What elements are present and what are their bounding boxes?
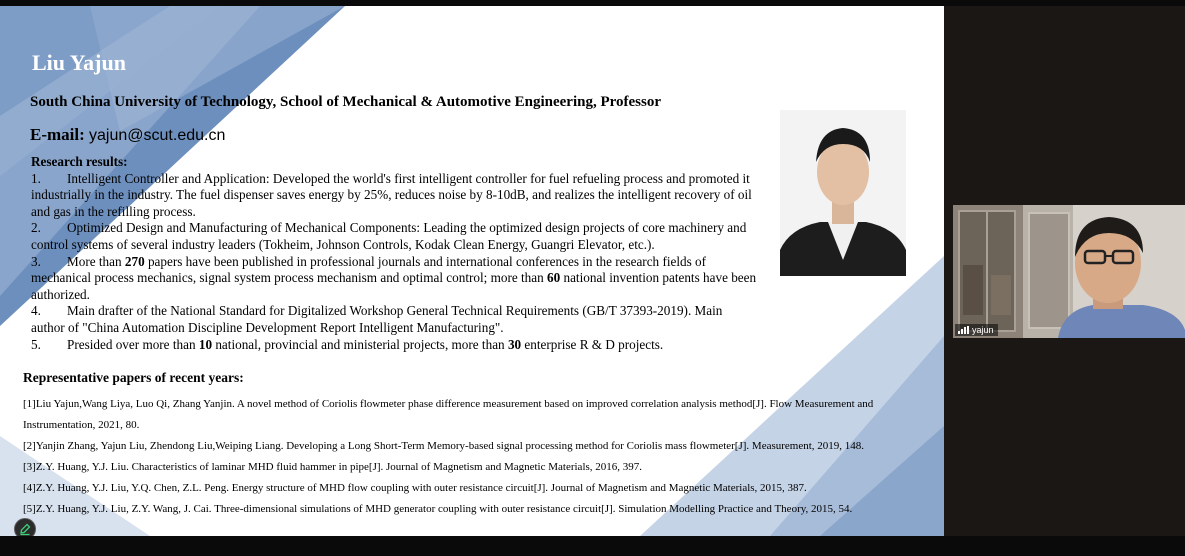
participant-name-label (955, 324, 998, 336)
annotate-button[interactable] (14, 518, 36, 536)
item-text-mid: papers have been published in professional journals and international conferences in the research fields of mechanical process mechanics, signal system process mechanism and optimal control; more than (31, 253, 707, 286)
research-item (31, 303, 759, 336)
speaker-portrait (780, 110, 906, 276)
email-address: yajun@scut.edu.cn (89, 127, 226, 144)
email-label: E-mail: (30, 125, 85, 144)
item-text-post: national invention patents have been authorized. (31, 270, 757, 302)
signal-bars-icon (958, 326, 969, 334)
item-number: 4. (31, 303, 41, 319)
pencil-icon (15, 519, 35, 536)
item-text: Main drafter of the National Standard for Digitalized Workshop General Technical Requirements (GB/T 37393-2019). Main author of "China Automation Discipline Development Report Intelligent Manufacturing". (31, 303, 723, 335)
item-text: Optimized Design and Manufacturing of Mechanical Components: Leading the optimized design projects of core machinery and control systems of several industry leaders (Tokheim, Johnson Controls, Kodak Clean Energy, Guangri Elevator, etc.). (31, 220, 747, 252)
speaker-email (30, 125, 225, 145)
participant-name: yajun (972, 325, 994, 335)
item-text-pre: Presided over more than (67, 336, 199, 352)
window-bottom-bar (0, 536, 1185, 556)
patent-count: 60 (547, 270, 561, 286)
papers-header: Representative papers of recent years: (23, 370, 244, 385)
paper-entry: [5]Z.Y. Huang, Y.J. Liu, Z.Y. Wang, J. Cai. Three-dimensional simulations of MHD generator coupling with outer resistance circuit[J]. Simulation Modelling Practice and Theory, 2015, 54. (23, 503, 853, 515)
research-item (31, 337, 759, 354)
representative-papers (23, 370, 928, 520)
shared-slide (0, 6, 944, 536)
paper-entry: [2]Yanjin Zhang, Yajun Liu, Zhendong Liu,Weiping Liang. Developing a Long Short-Term Memory-based signal processing method for Coriolis mass flowmeter[J]. Measurement, 2019, 148. (23, 440, 865, 452)
item-text-post: enterprise R & D projects. (521, 336, 664, 352)
speaker-name: Liu Yajun (32, 50, 126, 75)
item-number: 1. (31, 170, 41, 186)
research-item (31, 254, 759, 304)
participant-video-tile[interactable] (953, 205, 1185, 338)
item-number: 5. (31, 336, 41, 352)
paper-entry: [1]Liu Yajun,Wang Liya, Luo Qi, Zhang Yanjin. A novel method of Coriolis flowmeter phase difference measurement based on improved correlation analysis method[J]. Flow Measurement and Instrumentation, 2021, 80. (23, 398, 874, 431)
item-text: Intelligent Controller and Application: Developed the world's first intelligent controller for fuel refueling process and promoted it industrially in the industry. The fuel dispenser saves energy by 25%, reduces noise by 8-10dB, and realizes the intelligent recovery of oil and gas in the refilling process. (31, 170, 752, 219)
research-header: Research results: (31, 154, 128, 169)
participant-video-feed (953, 205, 1185, 338)
national-project-count: 10 (198, 336, 213, 352)
research-results (31, 154, 759, 353)
item-text-pre: More than (67, 253, 125, 269)
item-number: 3. (31, 253, 41, 269)
research-item (31, 171, 759, 221)
research-item (31, 220, 759, 253)
paper-entry: [4]Z.Y. Huang, Y.J. Liu, Y.Q. Chen, Z.L. Peng. Energy structure of MHD flow coupling with outer resistance circuit[J]. Journal of Magnetism and Magnetic Materials, 2015, 387. (23, 482, 807, 494)
speaker-affiliation: South China University of Technology, School of Mechanical & Automotive Engineering, Professor (30, 94, 661, 110)
item-text-mid: national, provincial and ministerial projects, more than (212, 336, 508, 352)
paper-entry: [3]Z.Y. Huang, Y.J. Liu. Characteristics of laminar MHD fluid hammer in pipe[J]. Journal of Magnetism and Magnetic Materials, 2016, 397. (23, 461, 643, 473)
item-number: 2. (31, 220, 41, 236)
enterprise-project-count: 30 (507, 336, 522, 352)
paper-count: 270 (124, 253, 145, 269)
